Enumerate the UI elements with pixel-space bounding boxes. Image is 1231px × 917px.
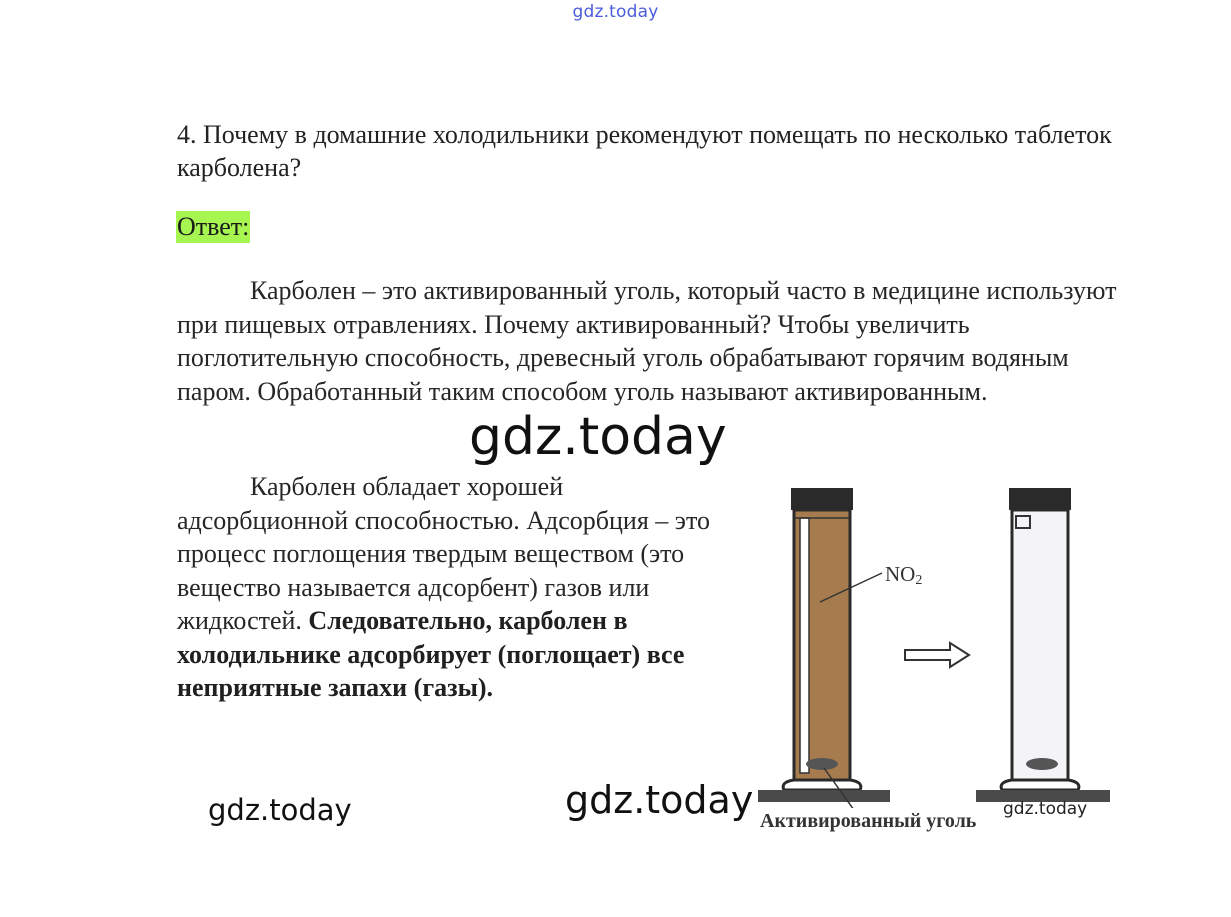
answer-paragraph-2 (177, 470, 717, 705)
table-surface (758, 790, 890, 802)
answer-paragraph-1-text: Карболен – это активированный уголь, который часто в медицине используют при пищевых отравлениях. Почему активированный? Чтобы увеличить поглотительную способность, древесный уголь обрабатывают горячим водяным паром. Обработанный таким способом уголь называют активированным. (177, 276, 1117, 406)
watermark-bottom-left: gdz.today (208, 793, 352, 827)
question-text: 4. Почему в домашние холодильники рекомендуют помещать по несколько таблеток карболена? (177, 120, 1112, 182)
adsorption-figure (740, 478, 1120, 808)
gas-label: $NO_2$ (885, 562, 923, 588)
watermark-center: gdz.today (469, 407, 727, 467)
answer-label: Ответ: (177, 212, 250, 241)
watermark-bottom-right: gdz.today (1003, 799, 1088, 819)
transition-arrow (905, 643, 969, 667)
answer-paragraph-2-text: Карболен обладает хорошей адсорбционной способностью. Адсорбция – это процесс поглощения твердым веществом (это вещество называется адсорбент) газов или жидкостей. (177, 472, 710, 635)
watermark-bottom-center: gdz.today (565, 778, 754, 822)
watermark-top: gdz.today (572, 2, 659, 22)
cylinder-with-gas (783, 488, 861, 790)
figure-caption: Активированный уголь (760, 810, 977, 832)
cylinder-adsorbed (1001, 488, 1079, 790)
answer-conclusion: Следовательно, карболен в холодильнике адсорбирует (поглощает) все неприятные запахи (газы). (177, 606, 685, 702)
answer-paragraph-1 (177, 274, 1117, 408)
